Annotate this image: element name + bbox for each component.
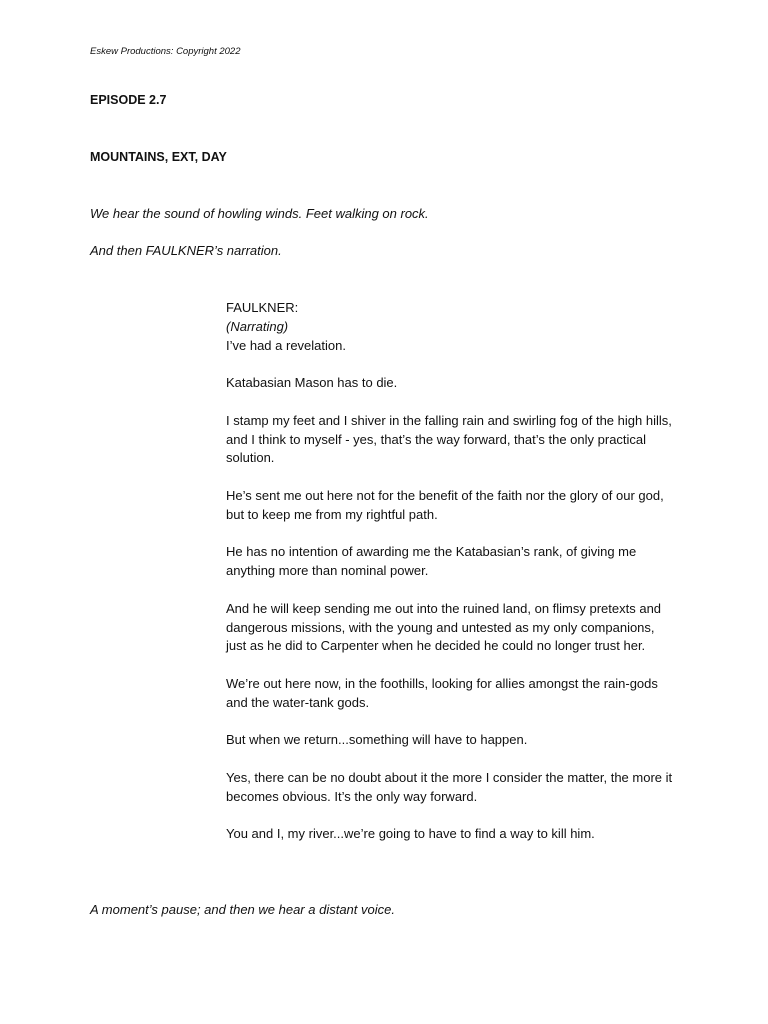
action-line-intro-1: We hear the sound of howling winds. Feet walking on rock. (90, 206, 429, 221)
dialogue-paragraph: He has no intention of awarding me the Katabasian’s rank, of giving me anything more than nominal power. (226, 544, 637, 579)
parenthetical: (Narrating) (226, 318, 289, 334)
dialogue-paragraph: You and I, my river...we’re going to have to find a way to kill him. (226, 826, 595, 842)
dialogue-paragraph: Katabasian Mason has to die. (226, 375, 398, 391)
dialogue-block (226, 299, 676, 863)
dialogue-paragraph: But when we return...something will have to happen. (226, 732, 528, 748)
dialogue-paragraph: And he will keep sending me out into the ruined land, on flimsy pretexts and dangerous missions, with the young and untested as my only companions, just as he did to Carpenter when he decided he could no longer trust her. (226, 600, 662, 654)
dialogue-paragraph: I stamp my feet and I shiver in the falling rain and swirling fog of the high hills, and I think to myself - yes, that’s the way forward, that’s the only practical solution. (226, 412, 672, 466)
dialogue-paragraph: I’ve had a revelation. (226, 337, 346, 353)
character-name: FAULKNER: (226, 300, 299, 315)
action-line-intro-2: And then FAULKNER’s narration. (90, 243, 282, 258)
copyright-header: Eskew Productions: Copyright 2022 (90, 46, 241, 57)
action-line-closing: A moment’s pause; and then we hear a distant voice. (90, 902, 395, 917)
dialogue-paragraph: Yes, there can be no doubt about it the more I consider the matter, the more it becomes obvious. It’s the only way forward. (226, 769, 673, 804)
dialogue-paragraph: He’s sent me out here not for the benefit of the faith nor the glory of our god, but to keep me from my rightful path. (226, 487, 664, 522)
episode-title: EPISODE 2.7 (90, 93, 167, 107)
scene-heading: MOUNTAINS, EXT, DAY (90, 150, 227, 164)
dialogue-paragraph: We’re out here now, in the foothills, looking for allies amongst the rain-gods and the water-tank gods. (226, 675, 658, 710)
